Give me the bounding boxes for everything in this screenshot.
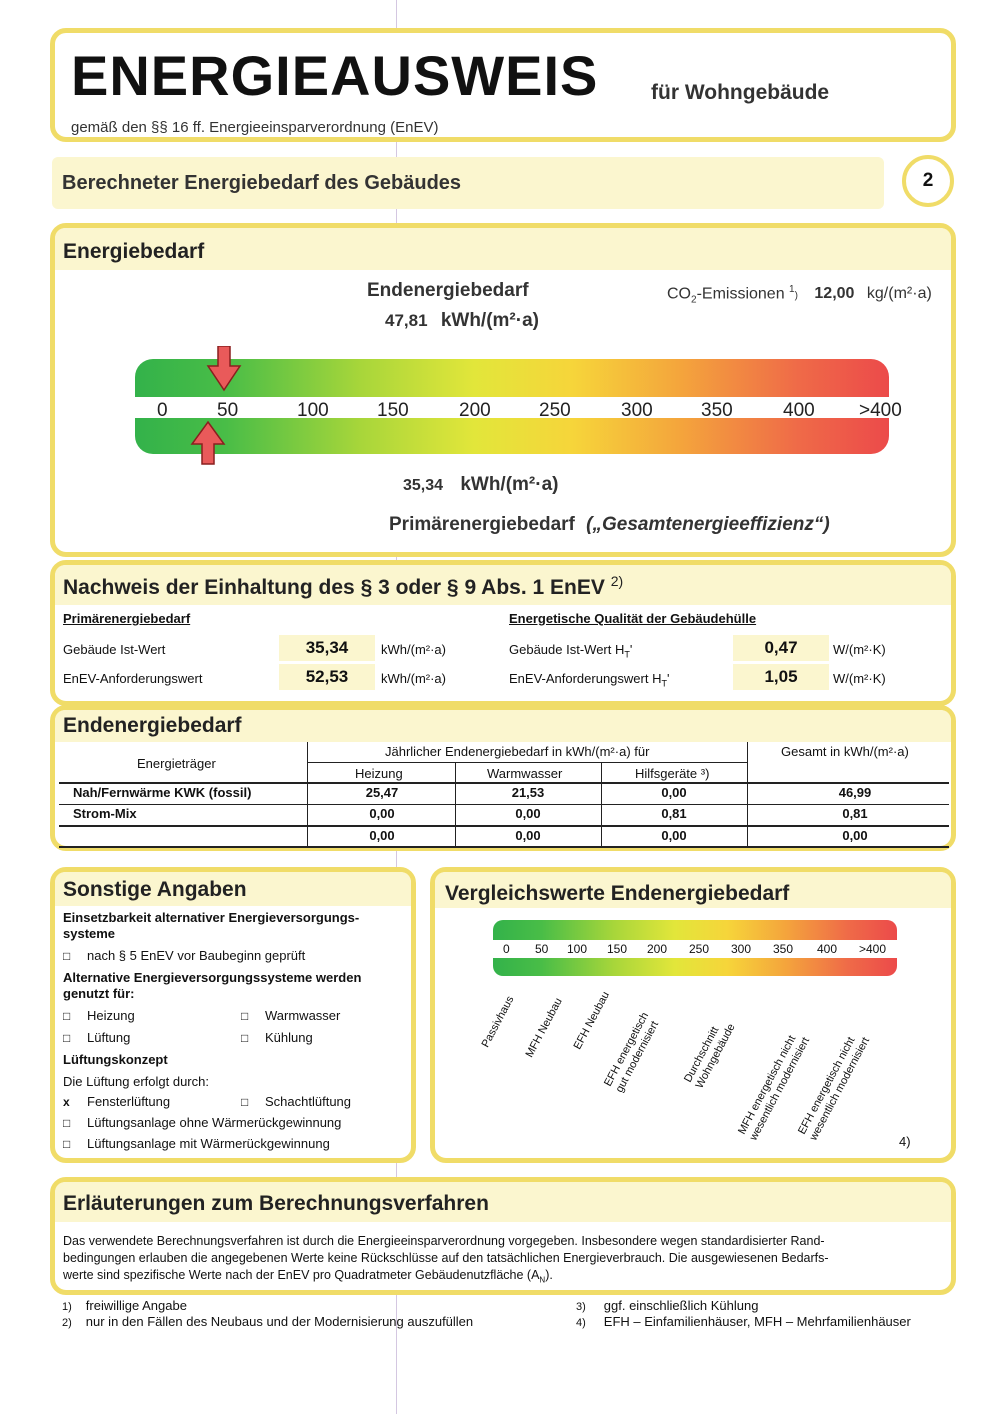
co2-sub: 2 xyxy=(691,294,697,306)
footnote-3: 3) ggf. einschließlich Kühlung xyxy=(576,1298,759,1313)
s-ohne: □ Lüftungsanlage ohne Wärmerückgewinnung xyxy=(63,1115,342,1130)
row-heizung: 25,47 xyxy=(365,785,399,800)
footnote-1: 1) freiwillige Angabe xyxy=(62,1298,187,1313)
primary-label-2: („Gesamtenergieeffizienz“) xyxy=(586,514,830,535)
vergleich-scale-label: 150 xyxy=(607,942,628,956)
vergleich-note: 4) xyxy=(899,1134,911,1149)
vergleich-scale-label: 250 xyxy=(689,942,710,956)
erl-l3: werte sind spezifische Werte nach der EnEV pro Quadratmeter Gebäudenutzfläche $(A_N)$. xyxy=(63,1268,553,1285)
scale-label: 200 xyxy=(459,400,491,421)
scale-label: 300 xyxy=(621,400,653,421)
energiebedarf-title: Energiebedarf xyxy=(63,240,205,263)
scale-label: 0 xyxy=(157,400,168,421)
scale-label: 100 xyxy=(297,400,329,421)
s-h1: Einsetzbarkeit alternativer Energieversorgungs- xyxy=(63,910,360,925)
vergleich-scale-label: >400 xyxy=(859,942,887,956)
scale-label: >400 xyxy=(859,400,902,421)
row-gesamt: 0,81 xyxy=(842,806,868,821)
row-ww: 21,53 xyxy=(511,785,545,800)
erl-l1: Das verwendete Berechnungsverfahren ist durch die Energieeinsparverordnung vorgegeben. Insbesondere wegen standardisierter Rand- xyxy=(63,1234,825,1248)
primary-label: Primärenergiebedarf xyxy=(389,514,575,535)
vergleich-scale-label: 0 xyxy=(503,942,510,956)
col-ww: Warmwasser xyxy=(487,766,563,781)
scale-label: 50 xyxy=(217,400,239,421)
doc-subtitle: gemäß den §§ 16 ff. Energieeinsparverordnung (EnEV) xyxy=(71,119,439,136)
scale-label: 250 xyxy=(539,400,571,421)
header-box xyxy=(50,28,956,142)
vergleich-scale-label: 400 xyxy=(817,942,838,956)
scale-label: 150 xyxy=(377,400,409,421)
huelle-ist-unit: W/(m²·K) xyxy=(833,642,886,657)
end-label: Endenergiebedarf xyxy=(367,280,529,301)
doc-title-suffix: für Wohngebäude xyxy=(651,81,830,104)
vergleich-label: Durchschnitt Wohngebäude xyxy=(682,1021,738,1091)
huelle-ist-value: 0,47 xyxy=(733,635,829,661)
row-name: Strom-Mix xyxy=(73,806,137,821)
primary-label-row xyxy=(389,514,830,536)
s-h1b: systeme xyxy=(63,926,116,941)
s-h3: Lüftungskonzept xyxy=(63,1052,168,1067)
row-gesamt: 46,99 xyxy=(838,785,872,800)
vergleich-scale-label: 350 xyxy=(773,942,794,956)
footnote-4: 4) EFH – Einfamilienhäuser, MFH – Mehrfamilienhäuser xyxy=(576,1314,911,1329)
col-hilf: Hilfsgeräte ³) xyxy=(635,766,710,781)
vergleich-box xyxy=(430,867,956,1163)
vergleich-label: EFH energetisch gut modernisiert xyxy=(602,1010,662,1095)
primary-value: 35,34 xyxy=(403,477,444,494)
vergleich-label: Passivhaus xyxy=(479,994,517,1050)
s-ww: □ Warmwasser xyxy=(241,1008,341,1023)
section-bar-title: Berechneter Energiebedarf des Gebäudes xyxy=(62,172,462,194)
nachweis-box xyxy=(50,560,956,706)
vergleich-label: MFH Neubau xyxy=(523,996,565,1060)
row-ww: 0,00 xyxy=(515,806,541,821)
energy-bar-bottom xyxy=(135,418,889,454)
primary-ist-label: Gebäude Ist-Wert xyxy=(63,642,166,657)
vergleich-label: EFH energetisch nicht wesentlich modernisiert xyxy=(796,1035,873,1143)
nachweis-title-text: Nachweis der Einhaltung des § 3 oder § 9 Abs. 1 EnEV xyxy=(63,576,605,599)
row-name: Nah/Fernwärme KWK (fossil) xyxy=(73,785,252,800)
nachweis-note: 2) xyxy=(610,573,624,589)
row-hilf: 0,00 xyxy=(661,828,687,843)
co2-unit: kg/(m²·a) xyxy=(866,285,932,303)
co2-suffix: -Emissionen xyxy=(696,285,790,303)
s-l3: Die Lüftung erfolgt durch: xyxy=(63,1074,209,1089)
energy-bar-top xyxy=(135,359,889,397)
co2-row: $CO_2$-Emissionen $^1$) 12,00 kg/(m²·a) xyxy=(667,284,932,306)
vergleich-bar-top xyxy=(493,920,897,940)
footnote-2: 2) nur in den Fällen des Neubaus und der Modernisierung auszufüllen xyxy=(62,1314,474,1329)
primary-unit: kWh/(m²·a) xyxy=(460,474,559,495)
row-heizung: 0,00 xyxy=(369,806,395,821)
row-heizung: 0,00 xyxy=(369,828,395,843)
erl-title: Erläuterungen zum Berechnungsverfahren xyxy=(63,1192,489,1215)
co2-label: CO xyxy=(667,285,691,303)
s-heizung: □ Heizung xyxy=(63,1008,135,1023)
vergleich-bar-bottom xyxy=(493,958,897,976)
col-heizung: Heizung xyxy=(355,766,403,781)
primary-anf-value: 52,53 xyxy=(279,664,375,690)
huelle-anf-value: 1,05 xyxy=(733,664,829,690)
end-marker-arrow-icon xyxy=(206,346,242,392)
vergleich-scale-label: 200 xyxy=(647,942,668,956)
row-hilf: 0,81 xyxy=(661,806,687,821)
primary-anf-unit: kWh/(m²·a) xyxy=(381,671,446,686)
page-number: 2 xyxy=(922,170,934,191)
vergleich-scale-label: 300 xyxy=(731,942,752,956)
sonstige-box xyxy=(50,867,416,1163)
vergleich-scale-label: 50 xyxy=(535,942,549,956)
scale-label: 350 xyxy=(701,400,733,421)
end-value-row xyxy=(385,310,539,332)
doc-title: ENERGIEAUSWEIS xyxy=(71,44,599,107)
section-bar xyxy=(52,157,884,209)
primary-ist-value: 35,34 xyxy=(279,635,375,661)
s-c1: □ nach § 5 EnEV vor Baubeginn geprüft xyxy=(63,948,306,963)
huelle-ist-label: Gebäude Ist-Wert $H_T'$ xyxy=(509,642,633,660)
row-gesamt: 0,00 xyxy=(842,828,868,843)
energiebedarf-box xyxy=(50,223,956,557)
vergleich-scale-label: 100 xyxy=(567,942,588,956)
col-traeger: Energieträger xyxy=(137,756,216,771)
endenergie-box xyxy=(50,705,956,851)
huelle-anf-label: EnEV-Anforderungswert $H_T'$ xyxy=(509,671,670,689)
vergleich-title: Vergleichswerte Endenergiebedarf xyxy=(445,882,790,905)
col-group: Jährlicher Endenergiebedarf in kWh/(m²·a) für xyxy=(385,744,650,759)
huelle-head: Energetische Qualität der Gebäudehülle xyxy=(509,611,757,626)
s-h2: Alternative Energieversorgungssysteme werden xyxy=(63,970,362,985)
primary-marker-arrow-icon xyxy=(190,420,226,466)
s-h2b: genutzt für: xyxy=(63,986,135,1001)
s-kuehl: □ Kühlung xyxy=(241,1030,313,1045)
co2-note: 1 xyxy=(789,284,795,295)
vergleich-label: MFH energetisch nicht wesentlich modernisiert xyxy=(736,1033,813,1143)
scale-label: 400 xyxy=(783,400,815,421)
end-value: 47,81 xyxy=(385,311,428,330)
s-schacht: □ Schachtlüftung xyxy=(241,1094,352,1109)
row-ww: 0,00 xyxy=(515,828,541,843)
sonstige-title: Sonstige Angaben xyxy=(63,878,247,901)
huelle-anf-unit: W/(m²·K) xyxy=(833,671,886,686)
s-mit: □ Lüftungsanlage mit Wärmerückgewinnung xyxy=(63,1136,330,1151)
primary-head: Primärenergiebedarf xyxy=(63,611,191,626)
s-lueft: □ Lüftung xyxy=(63,1030,131,1045)
co2-value: 12,00 xyxy=(814,285,855,303)
end-unit: kWh/(m²·a) xyxy=(440,310,539,331)
endenergie-title: Endenergiebedarf xyxy=(63,714,242,737)
row-hilf: 0,00 xyxy=(661,785,687,800)
primary-anf-label: EnEV-Anforderungswert xyxy=(63,671,203,686)
erlaeuterung-box xyxy=(50,1177,956,1295)
page-number-circle xyxy=(902,155,954,207)
primary-ist-unit: kWh/(m²·a) xyxy=(381,642,446,657)
nachweis-title xyxy=(63,573,623,600)
erl-l2: bedingungen erlauben die angegebenen Werte keine Rückschlüsse auf den tatsächlichen Energieverbrauch. Die ausgewiesenen Bedarfs- xyxy=(63,1251,829,1265)
s-fenster: x Fensterlüftung xyxy=(63,1094,171,1109)
col-gesamt: Gesamt in kWh/(m²·a) xyxy=(781,744,909,759)
primary-value-row xyxy=(403,474,558,496)
vergleich-label: EFH Neubau xyxy=(571,989,612,1052)
